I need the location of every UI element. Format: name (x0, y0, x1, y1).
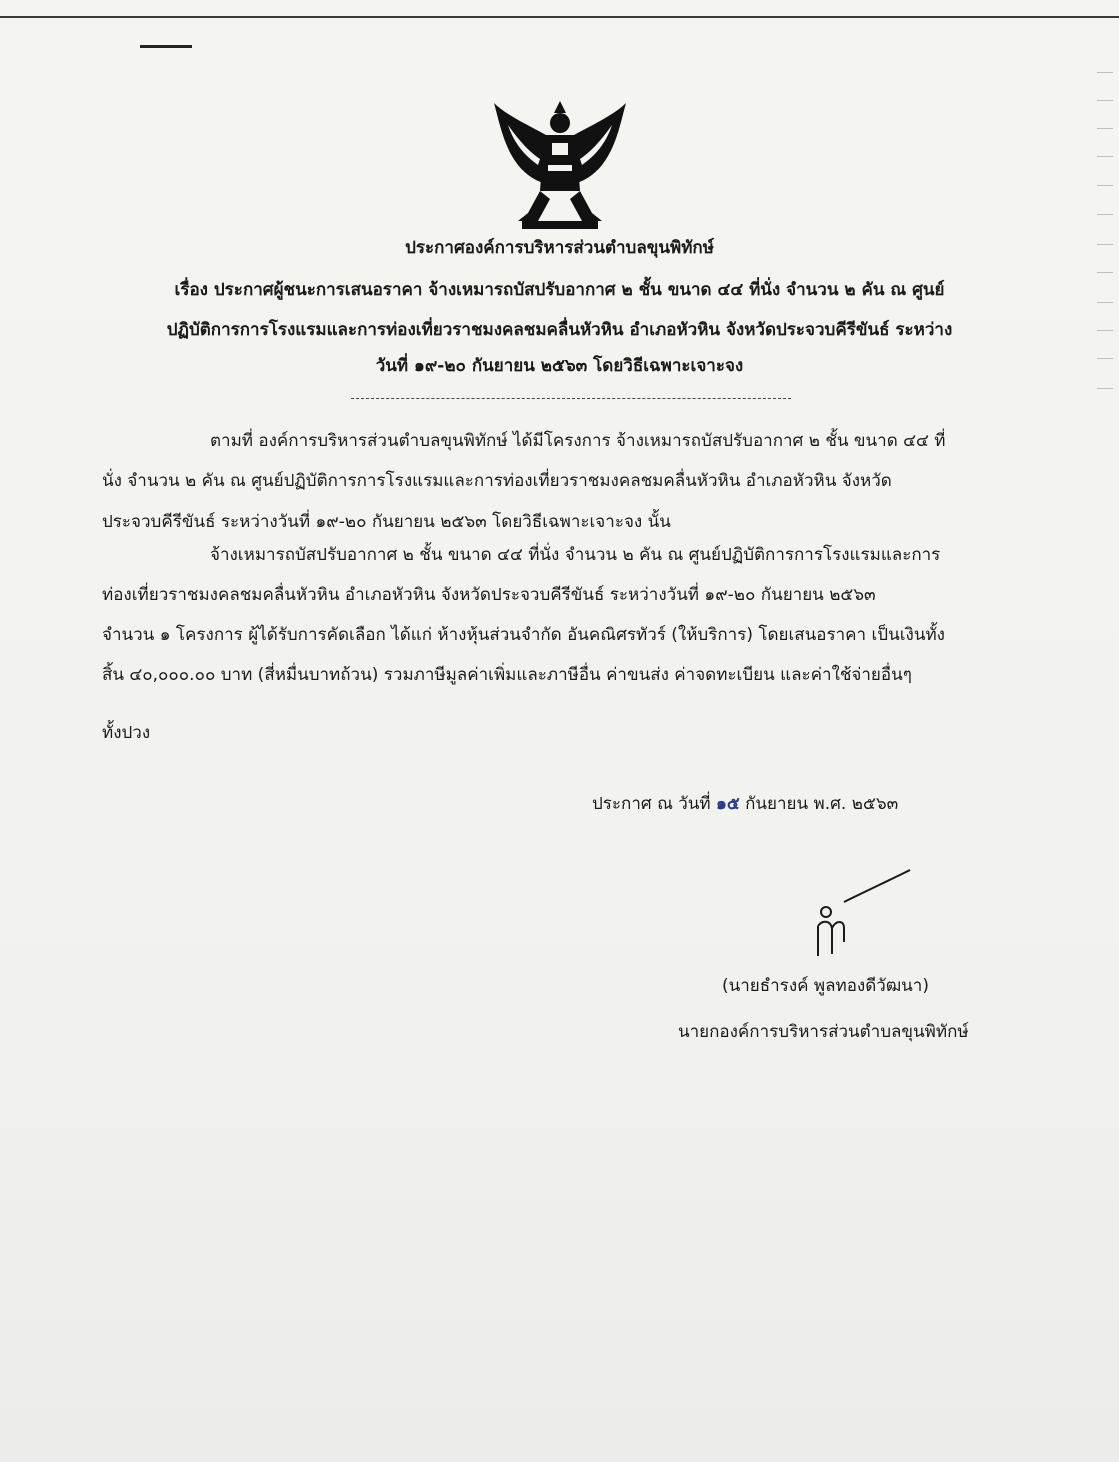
signer-position: นายกองค์การบริหารส่วนตำบลขุนพิทักษ์ (678, 1022, 969, 1042)
subject-line: ปฏิบัติการการโรงแรมและการท่องเที่ยวราชมงคลชมคลื่นหัวหิน อำเภอหัวหิน จังหวัดประจวบคีรีขันธ์ ระหว่าง (166, 320, 953, 340)
subject-line: วันที่ ๑๙-๒๐ กันยายน ๒๕๖๓ โดยวิธีเฉพาะเจาะจง (375, 356, 744, 376)
paragraph-line: จำนวน ๑ โครงการ ผู้ได้รับการคัดเลือก ได้แก่ ห้างหุ้นส่วนจำกัด อันคณิศรทัวร์ (ให้บริการ) โดยเสนอราคา เป็นเงินทั้ง (102, 625, 945, 645)
subject-line: เรื่อง ประกาศผู้ชนะการเสนอราคา จ้างเหมารถบัสปรับอากาศ ๒ ชั้น ขนาด ๔๔ ที่นั่ง จำนวน ๒ คัน ณ ศูนย์ (174, 280, 945, 300)
edge-line (1097, 100, 1113, 101)
edge-line (1097, 185, 1113, 186)
edge-line (1097, 272, 1113, 273)
announce-day: ๑๕ (716, 794, 740, 814)
announce-suffix: กันยายน พ.ศ. ๒๕๖๓ (745, 794, 899, 814)
paragraph-line: ประจวบคีรีขันธ์ ระหว่างวันที่ ๑๙-๒๐ กันยายน ๒๕๖๓ โดยวิธีเฉพาะเจาะจง นั้น (102, 512, 671, 532)
top-edge-line (0, 16, 1119, 18)
announce-prefix: ประกาศ ณ วันที่ (592, 794, 711, 814)
edge-line (1097, 214, 1113, 215)
garuda-emblem-icon (488, 95, 632, 235)
paragraph-line: ตามที่ องค์การบริหารส่วนตำบลขุนพิทักษ์ ได้มีโครงการ จ้างเหมารถบัสปรับอากาศ ๒ ชั้น ขนาด ๔๔ ที่ (210, 431, 946, 451)
signature-mark-icon (800, 862, 930, 962)
edge-line (1097, 156, 1113, 157)
paragraph-line: ทั้งปวง (102, 723, 151, 743)
paragraph-line: สิ้น ๔๐,๐๐๐.๐๐ บาท (สี่หมื่นบาทถ้วน) รวมภาษีมูลค่าเพิ่มและภาษีอื่น ค่าขนส่ง ค่าจดทะเบียน และค่าใช้จ่ายอื่นๆ (102, 665, 912, 685)
paragraph-line: จ้างเหมารถบัสปรับอากาศ ๒ ชั้น ขนาด ๔๔ ที่นั่ง จำนวน ๒ คัน ณ ศูนย์ปฏิบัติการการโรงแรมและการ (210, 545, 941, 565)
edge-line (1097, 388, 1113, 389)
edge-line (1097, 128, 1113, 129)
announce-date (592, 790, 898, 817)
org-title: ประกาศองค์การบริหารส่วนตำบลขุนพิทักษ์ (405, 238, 714, 258)
edge-line (1097, 72, 1113, 73)
paragraph-line: ท่องเที่ยวราชมงคลชมคลื่นหัวหิน อำเภอหัวหิน จังหวัดประจวบคีรีขันธ์ ระหว่างวันที่ ๑๙-๒๐ กันยายน ๒๕๖๓ (102, 585, 876, 605)
signer-name: (นายธำรงค์ พูลทองดีวัฒนา) (722, 976, 929, 996)
paragraph-line: นั่ง จำนวน ๒ คัน ณ ศูนย์ปฏิบัติการการโรงแรมและการท่องเที่ยวราชมงคลชมคลื่นหัวหิน อำเภอหัวหิน จังหวัด (102, 471, 892, 491)
top-mark (140, 45, 192, 48)
divider-rule (351, 398, 791, 399)
